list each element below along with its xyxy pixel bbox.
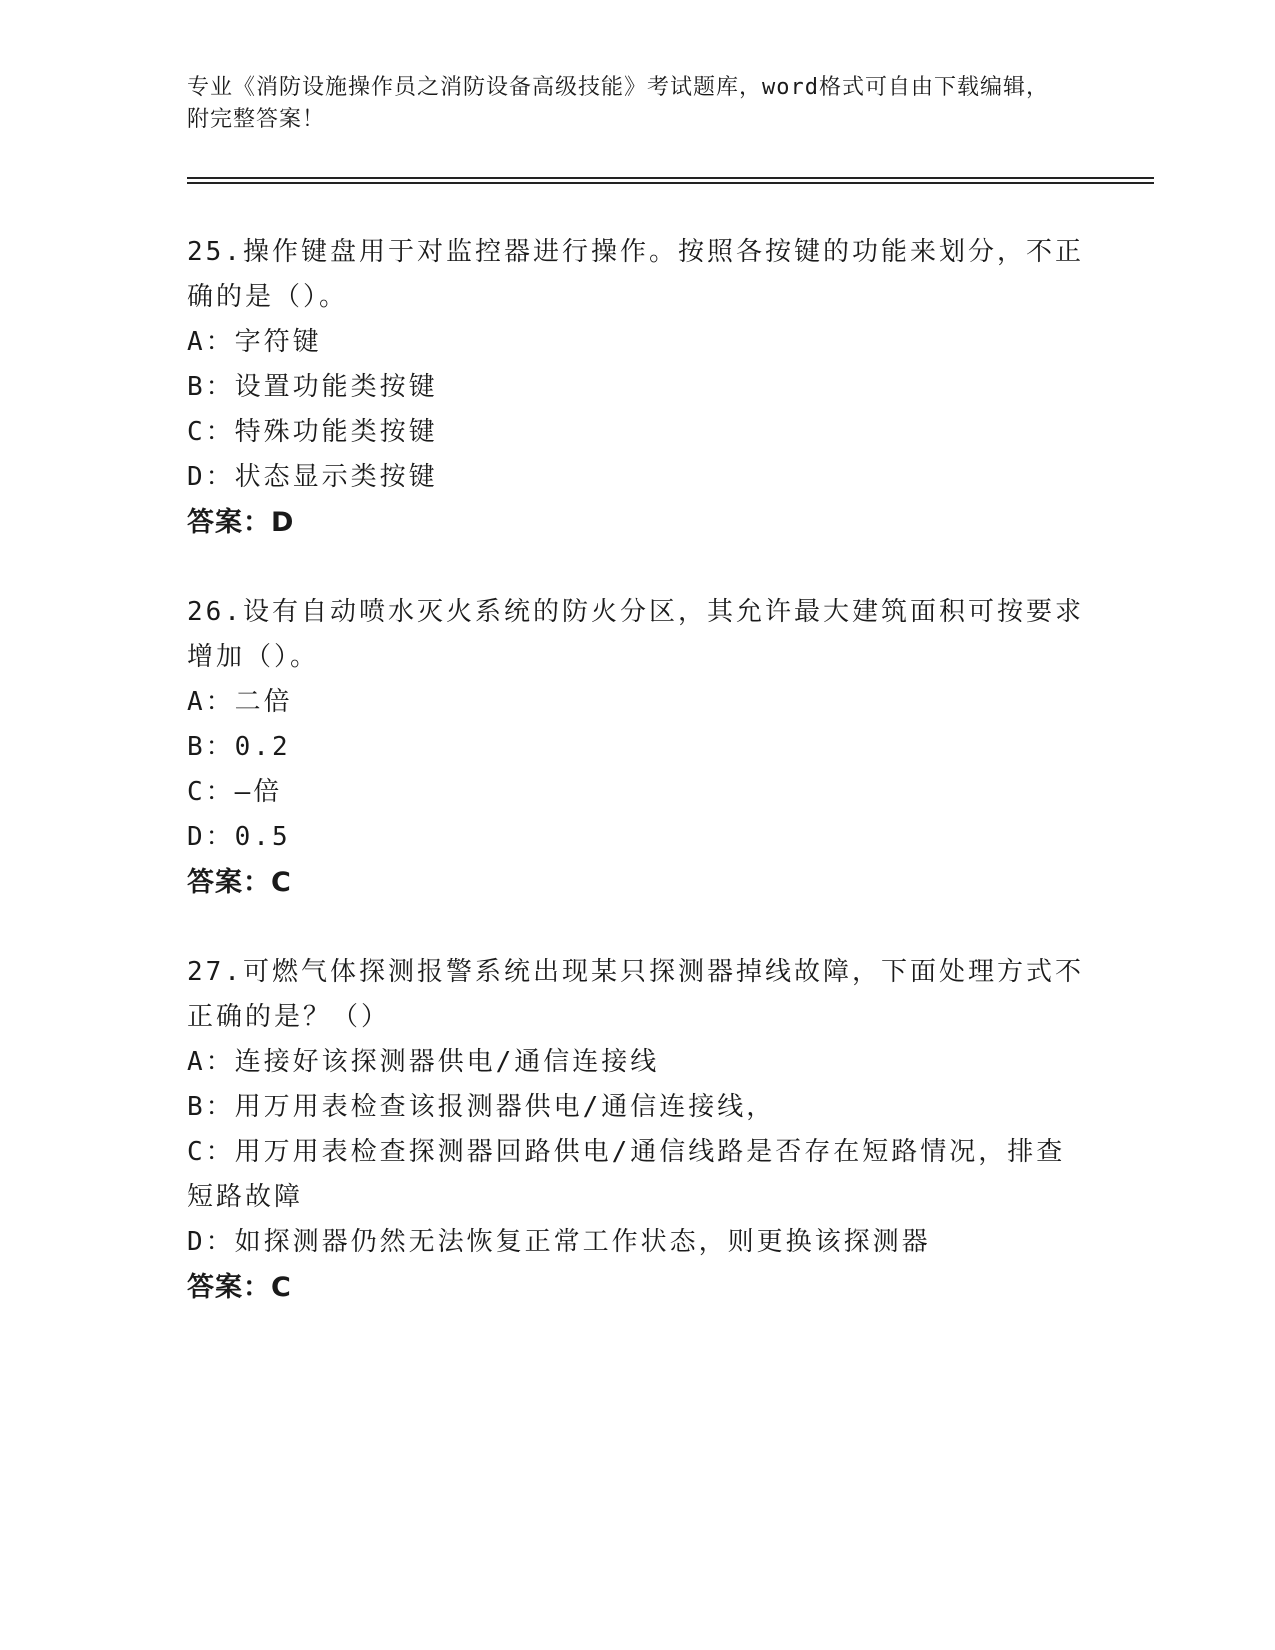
- option-a: A：二倍: [187, 687, 293, 717]
- option-d: D：0.5: [187, 822, 291, 852]
- answer: 答案：D: [187, 507, 295, 538]
- option-d: D：状态显示类按键: [187, 462, 438, 492]
- option-d: D：如探测器仍然无法恢复正常工作状态，则更换该探测器: [187, 1227, 931, 1257]
- question-stem: 27.可燃气体探测报警系统出现某只探测器掉线故障，下面处理方式不正确的是？（）: [187, 957, 1084, 1032]
- question-stem: 26.设有自动喷水灭火系统的防火分区，其允许最大建筑面积可按要求增加（）。: [187, 597, 1084, 672]
- question-25: [187, 230, 1087, 545]
- option-a: A：连接好该探测器供电/通信连接线: [187, 1047, 660, 1077]
- option-c: C：—倍: [187, 777, 283, 807]
- header-divider-bottom: [187, 182, 1154, 184]
- question-stem: 25.操作键盘用于对监控器进行操作。按照各按键的功能来划分，不正确的是（）。: [187, 237, 1084, 312]
- header-divider-top: [187, 177, 1154, 179]
- option-b: B：设置功能类按键: [187, 372, 438, 402]
- option-b: B：用万用表检查该报测器供电/通信连接线，: [187, 1092, 776, 1122]
- option-b: B：0.2: [187, 732, 291, 762]
- option-c: C：特殊功能类按键: [187, 417, 438, 447]
- question-26: [187, 590, 1087, 905]
- option-c: C：用万用表检查探测器回路供电/通信线路是否存在短路情况，排查短路故障: [187, 1137, 1066, 1212]
- document-header: 专业《消防设施操作员之消防设备高级技能》考试题库，word格式可自由下载编辑，附完整答案！: [187, 75, 1049, 132]
- answer: 答案：C: [187, 1272, 292, 1303]
- option-a: A：字符键: [187, 327, 322, 357]
- answer: 答案：C: [187, 867, 292, 898]
- question-27: [187, 950, 1087, 1310]
